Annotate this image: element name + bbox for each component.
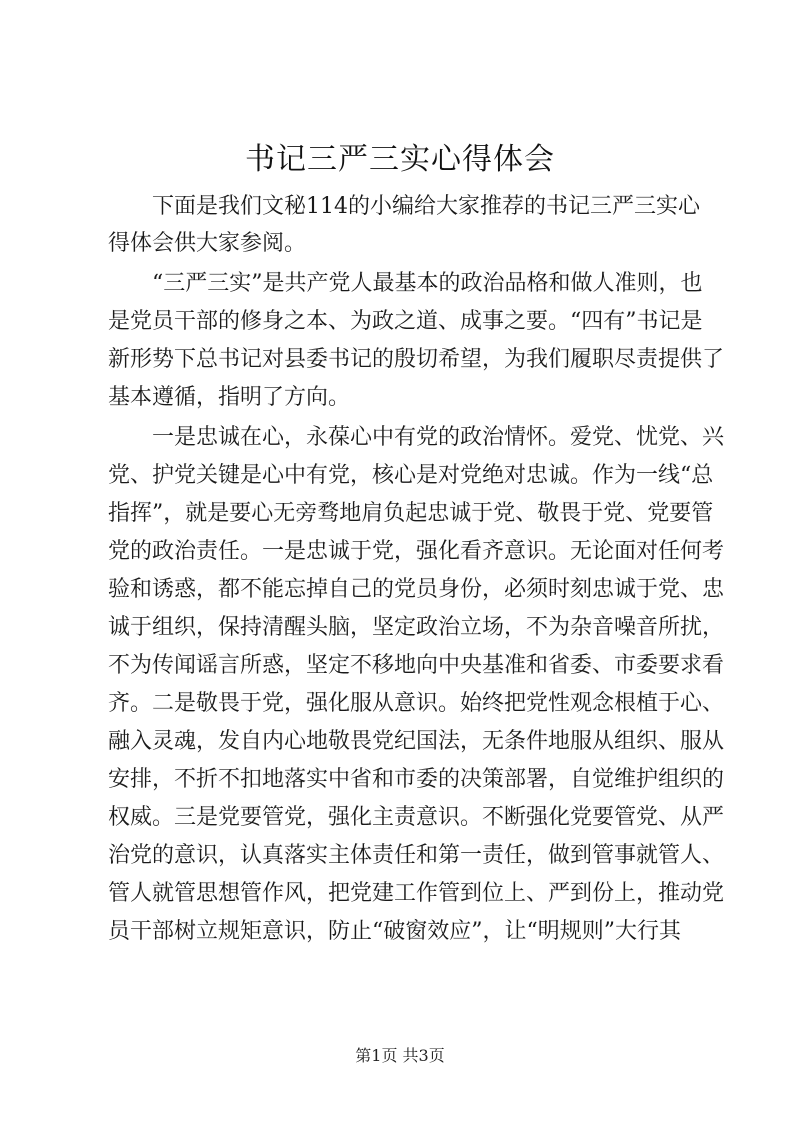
body-line: 诚于组织，保持清醒头脑，坚定政治立场，不为杂音噪音所扰， (108, 615, 725, 640)
body-line: 权威。三是党要管党，强化主责意识。不断强化党要管党、从严 (108, 805, 725, 830)
page-number: 第1页 共3页 (355, 1046, 445, 1065)
body-line: 融入灵魂，发自内心地敬畏党纪国法，无条件地服从组织、服从 (108, 729, 725, 754)
body-line: 新形势下总书记对县委书记的殷切希望，为我们履职尽责提供了 (108, 347, 725, 372)
body-line: 下面是我们文秘114的小编给大家推荐的书记三严三实心 (108, 194, 700, 219)
body-line: 安排，不折不扣地落实中省和市委的决策部署，自觉维护组织的 (108, 767, 725, 792)
body-line: 基本遵循，指明了方向。 (108, 385, 351, 410)
body-line: 得体会供大家参阅。 (108, 231, 307, 256)
body-line: 验和诱惑，都不能忘掉自己的党员身份，必须时刻忠诚于党、忠 (108, 577, 725, 602)
body-line: 指挥”，就是要心无旁骛地肩负起忠诚于党、敬畏于党、党要管 (108, 501, 714, 526)
body-line: 党的政治责任。一是忠诚于党，强化看齐意识。无论面对任何考 (108, 539, 725, 564)
body-line: 党、护党关键是心中有党，核心是对党绝对忠诚。作为一线“总 (108, 463, 714, 488)
body-line: 不为传闻谣言所惑，坚定不移地向中央基准和省委、市委要求看 (108, 653, 725, 678)
body-line: 一是忠诚在心，永葆心中有党的政治情怀。爱党、忧党、兴 (108, 425, 725, 450)
body-line: 是党员干部的修身之本、为政之道、成事之要。“四有”书记是 (108, 309, 703, 334)
body-line: 管人就管思想管作风，把党建工作管到位上、严到份上，推动党 (108, 881, 725, 906)
document-title: 书记三严三实心得体会 (245, 142, 555, 177)
body-line: 员干部树立规矩意识，防止“破窗效应”，让“明规则”大行其 (108, 919, 681, 944)
body-line: “三严三实”是共产党人最基本的政治品格和做人准则，也 (108, 271, 703, 296)
body-line: 治党的意识，认真落实主体责任和第一责任，做到管事就管人、 (108, 843, 725, 868)
body-line: 齐。二是敬畏于党，强化服从意识。始终把党性观念根植于心、 (108, 691, 725, 716)
